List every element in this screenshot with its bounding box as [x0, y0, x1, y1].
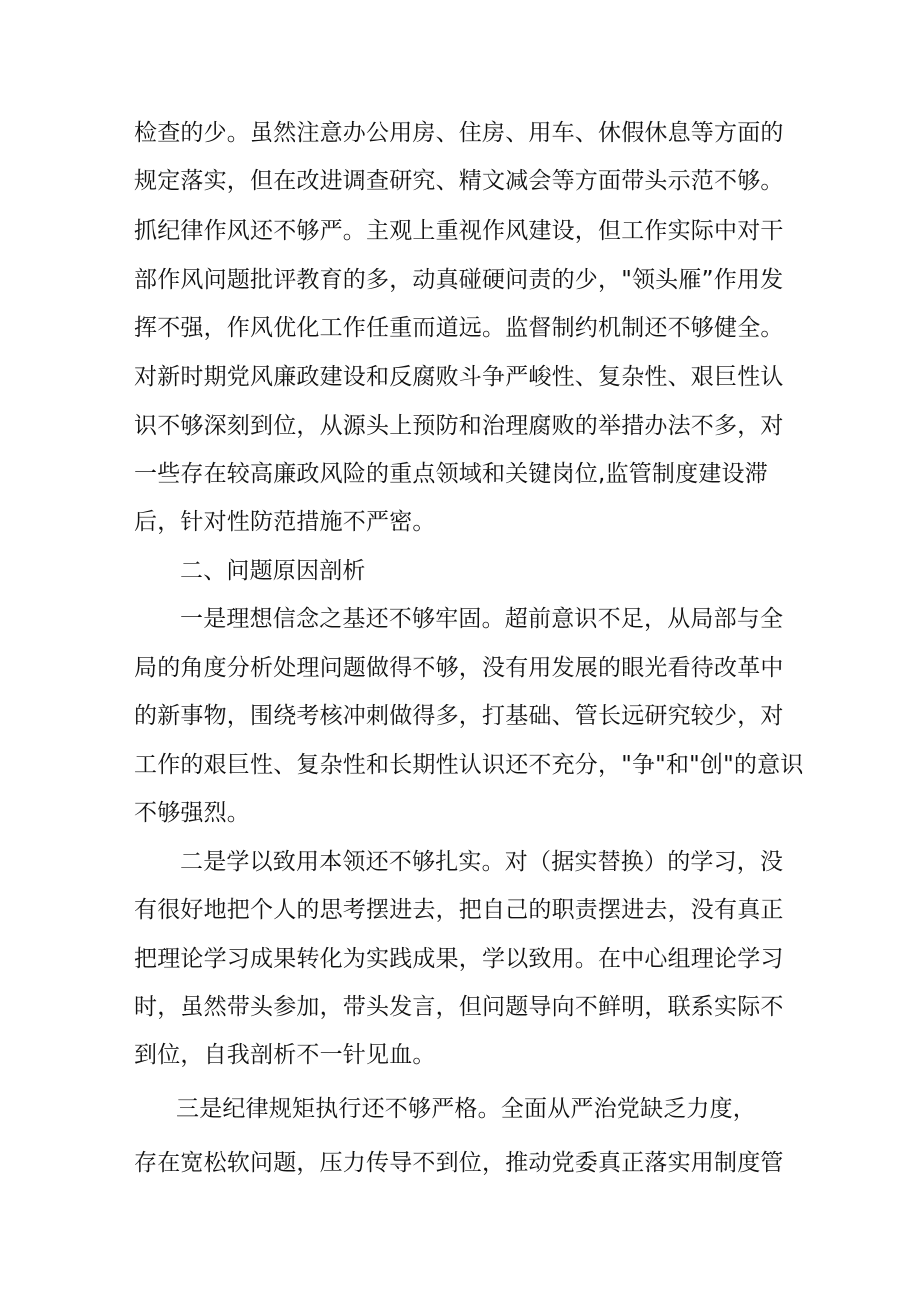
text-line: 一些存在较高廉政风险的重点领域和关键岗位,监管制度建设滞 [134, 461, 768, 487]
text-line: 局的角度分析处理问题做得不够，没有用发展的眼光看待改革中 [134, 655, 784, 681]
text-line: 存在宽松软问题，压力传导不到位，推动党委真正落实用制度管 [134, 1150, 784, 1176]
paragraph-first-line: 二是学以致用本领还不够扎实。对（据实替换）的学习，没 [180, 849, 784, 875]
text-line: 挥不强，作风优化工作任重而道远。监督制约机制还不够健全。 [134, 315, 784, 341]
text-line: 对新时期党风廉政建设和反腐败斗争严峻性、复杂性、艰巨性认 [134, 364, 784, 390]
text-line: 有很好地把个人的思考摆进去，把自己的职责摆进去，没有真正 [134, 897, 784, 923]
text-line: 把理论学习成果转化为实践成果，学以致用。在中心组理论学习 [134, 946, 784, 972]
text-line: 工作的艰巨性、复杂性和长期性认识还不充分，"争"和"创"的意识 [134, 752, 804, 778]
text-line: 规定落实，但在改进调查研究、精文减会等方面带头示范不够。 [134, 168, 784, 194]
text-line: 后，针对性防范措施不严密。 [134, 509, 436, 535]
text-line: 不够强烈。 [134, 800, 250, 826]
text-line: 抓纪律作风还不够严。主观上重视作风建设，但工作实际中对干 [134, 218, 784, 244]
text-line: 识不够深刻到位，从源头上预防和治理腐败的举措办法不多，对 [134, 413, 784, 439]
text-line: 的新事物，围绕考核冲刺做得多，打基础、管长远研究较少，对 [134, 703, 784, 729]
text-line: 时，虽然带头参加，带头发言，但问题导向不鲜明，联系实际不 [134, 994, 784, 1020]
paragraph-first-line: 一是理想信念之基还不够牢固。超前意识不足，从局部与全 [180, 606, 784, 632]
text-line: 部作风问题批评教育的多，动真碰硬问责的少，"领头雁”作用发 [134, 267, 784, 293]
section-heading: 二、问题原因剖析 [180, 558, 366, 584]
text-line: 检查的少。虽然注意办公用房、住房、用车、休假休息等方面的 [134, 120, 784, 146]
paragraph-first-line: 三是纪律规矩执行还不够严格。全面从严治党缺乏力度， [176, 1096, 756, 1122]
text-line: 到位，自我剖析不一针见血。 [134, 1042, 436, 1068]
